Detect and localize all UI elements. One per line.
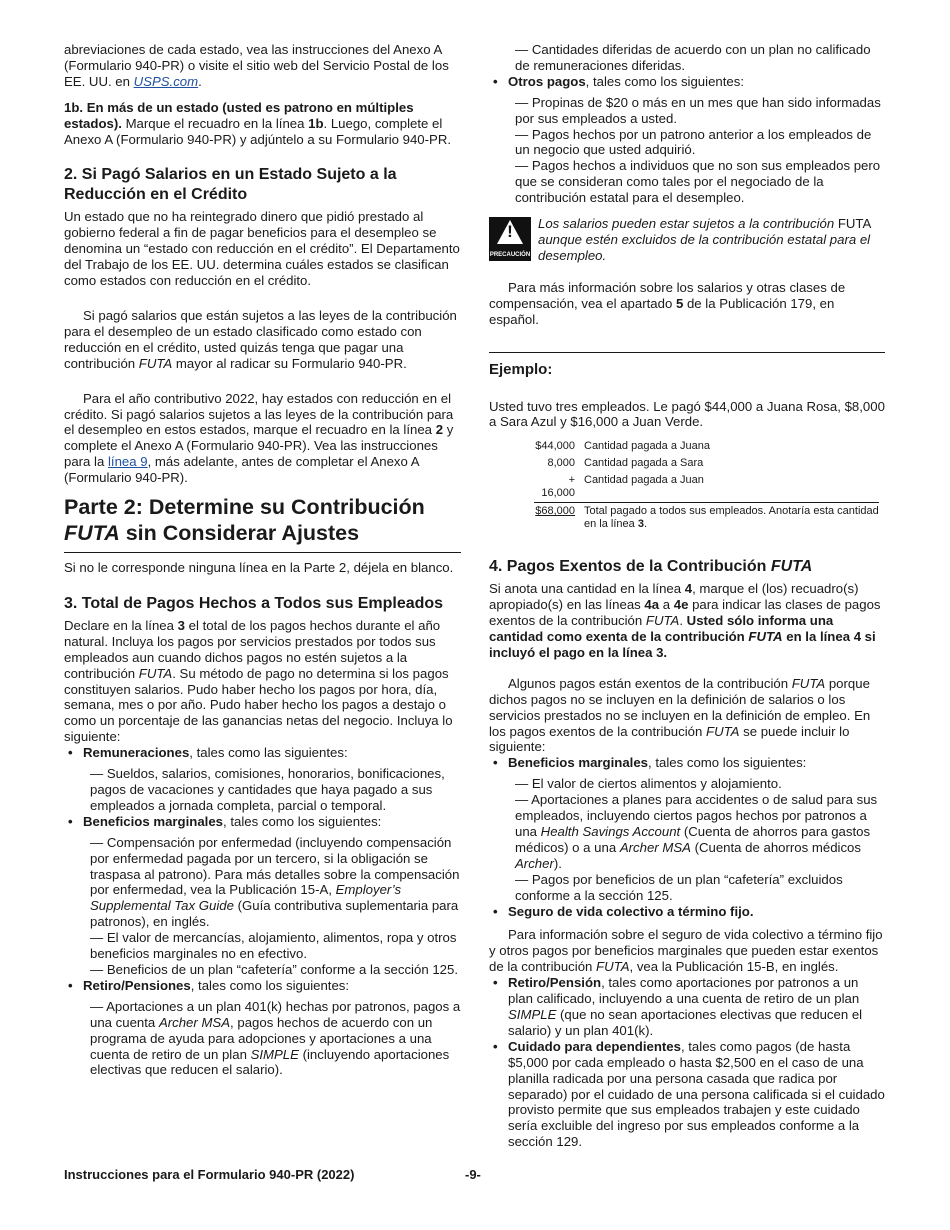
paragraph-2022-states: Para el año contributivo 2022, hay estados con reducción en el crédito. Si pagó salarios sujetos a las leyes de la contribución para el desempleo en estos estados, marque el recuadro en la línea 2 y complete el Anexo A (Formulario 940-PR). Vea las instrucciones para la línea 9, más adelante, antes de completar el Anexo A (Formulario 940-PR). — [64, 390, 454, 486]
bullet-remuneraciones: • Remuneraciones, tales como las siguientes: — [64, 745, 461, 761]
list-item: — Aportaciones a planes para accidentes o de salud para sus empleados, incluyendo ciertos pagos hechos por patronos a una Health Savings Account (Cuenta de ahorros para gastos médicos) o a una Archer MSA (Cuenta de ahorros médicos Archer). — [515, 792, 878, 871]
list-item: — Aportaciones a un plan 401(k) hechas por patronos, pagos a una cuenta Archer MSA, pagos hechos de acuerdo con un programa de ayuda para adopciones y aportaciones a una cuenta de retiro de un plan SIMPLE (incluyendo aportaciones electivas que reducen el salario). — [90, 998, 461, 1078]
example-text: Usted tuvo tres empleados. Le pagó $44,000 a Juana Rosa, $8,000 a Sara Azul y $16,000 a Juan Verde. — [489, 398, 885, 430]
heading-part-2: Parte 2: Determine su Contribución FUTA sin Considerar Ajustes — [64, 494, 461, 553]
paragraph-line3: Declare en la línea 3 el total de los pagos hechos durante el año natural. Incluya los pagos por servicios prestados por todos sus empleados aun cuando dichos pagos no estén sujetos a la contribución FUTA. Su método de pago no determina si los pagos constituyen salarios. Pudo haber hecho los pagos por hora, día, semana, mes o por año. Pudo haber hecho los pagos a destajo o como un porcentaje de las ganancias netas del negocio. Incluya lo siguiente: — [64, 617, 453, 745]
list-item: — El valor de mercancías, alojamiento, alimentos, ropa y otros beneficios marginales no en efectivo. — [90, 930, 457, 962]
paragraph-credit-reduction-def: Un estado que no ha reintegrado dinero que pidió prestado al gobierno federal a fin de pagar beneficios para el desempleo se denomina un “estado con reducción en el crédito”. El Departamento del Trabajo de los EE. UU. determina cuáles estados se clasifican como estados con reducción en el crédito. — [64, 209, 460, 289]
bullet-seguro-vida: • Seguro de vida colectivo a término fijo. — [489, 904, 885, 920]
bullet-retiro-pension: • Retiro/Pensión, tales como aportaciones por patronos a un plan calificado, incluyendo a una cuenta de retiro de un plan SIMPLE (que no sean aportaciones electivas que reducen el salario) y un plan 401(k). — [489, 975, 885, 1039]
table-row: 8,000 Cantidad pagada a Sara — [547, 457, 704, 470]
table-row-total: $68,000 Total pagado a todos sus empleados. Anotaría esta cantidad en la línea 3. — [534, 503, 879, 534]
usps-link[interactable]: USPS.com — [133, 73, 199, 89]
page-number: -9- — [465, 1167, 481, 1182]
table-row: $44,000 Cantidad pagada a Juana — [535, 440, 710, 453]
bullet-beneficios-marginales: • Beneficios marginales, tales como los siguientes: — [64, 814, 461, 830]
paragraph-state-abbrev: abreviaciones de cada estado, vea las instrucciones del Anexo A (Formulario 940-PR) o visite el sitio web del Servicio Postal de los EE. UU. en USPS.com. — [64, 42, 449, 89]
paragraph-part2-intro: Si no le corresponde ninguna línea en la Parte 2, déjela en blanco. — [64, 560, 454, 576]
heading-section-2: 2. Si Pagó Salarios en un Estado Sujeto a la Reducción en el Crédito — [64, 166, 397, 204]
footer-title: Instrucciones para el Formulario 940-PR (2022) — [64, 1167, 355, 1182]
list-item: — Compensación por enfermedad (incluyendo compensación por enfermedad pagada por un tercero, si la obligación se traspasa al patrono). Para más detalles sobre la compensación por enfermedad, vea la Publicación 15-A, Employer’s Supplemental Tax Guide (Guía contributiva suplementaria para patronos), en inglés. — [90, 834, 460, 930]
bullet-cuidado-dependientes: • Cuidado para dependientes, tales como pagos (de hasta $5,000 por cada empleado o hasta $2,500 en el caso de una planilla radicada por una persona casada que radica por separado) por el cuidado de una persona calificada si el cuidado provisto permite que sus empleados trabajen y este cuidado sería excluible del ingreso por sus empleados conforme a la sección 129. — [489, 1039, 885, 1150]
caution-note: ! PRECAUCIÓN Los salarios pueden estar sujetos a la contribución FUTA aunque estén excluidos de la contribución estatal para el desempleo. — [489, 216, 872, 263]
list-item: — Sueldos, salarios, comisiones, honorarios, bonificaciones, pagos de vacaciones y cantidades que haya pagado a sus empleados a jornada completa, parcial o temporal. — [90, 766, 445, 813]
bullet-otros-pagos: • Otros pagos, tales como los siguientes: — [489, 74, 885, 90]
bullet-retiro-pensiones: • Retiro/Pensiones, tales como los siguientes: — [64, 978, 461, 994]
paragraph-seguro-vida: Para información sobre el seguro de vida colectivo a término fijo y otros pagos por beneficios marginales que pueden estar exentos de la contribución FUTA, vea la Publicación 15-B, en inglés. — [489, 927, 883, 975]
example-title: Ejemplo: — [489, 360, 553, 378]
list-item: — Beneficios de un plan “cafetería” conforme a la sección 125. — [90, 961, 458, 977]
list-item: — Propinas de $20 o más en un mes que han sido informadas por sus empleados a usted. — [515, 94, 881, 126]
page-footer — [64, 1167, 886, 1183]
caution-icon: ! PRECAUCIÓN — [489, 217, 531, 261]
list-item: — Pagos hechos por un patrono anterior a los empleados de un negocio que usted adquirió. — [515, 126, 872, 158]
table-row: + 16,000 Cantidad pagada a Juan — [541, 474, 704, 500]
paragraph-line4: Si anota una cantidad en la línea 4, marque el (los) recuadro(s) apropiado(s) en las líneas 4a a 4e para indicar las clases de pagos exentos de la contribución FUTA. Usted sólo informa una cantidad como exenta de la contribución FUTA en la línea 4 si incluyó el pago en la línea 3. — [489, 581, 881, 660]
paragraph-exempt-payments: Algunos pagos están exentos de la contribución FUTA porque dichos pagos no se incluyen en la definición de salarios o los servicios prestados no se incluyen en la definición de empleo. En los pagos exentos de la contribución FUTA se puede incluir lo siguiente: — [489, 675, 871, 755]
list-item: — Pagos por beneficios de un plan “cafetería” excluidos conforme a la sección 125. — [515, 871, 843, 903]
list-item: — Pagos hechos a individuos que no son sus empleados pero que se consideran como tales por el negociado de la contribución estatal para el desempleo. — [515, 158, 881, 206]
paragraph-more-info: Para más información sobre los salarios y otras clases de compensación, vea el apartado 5 de la Publicación 179, en español. — [489, 279, 846, 327]
line-9-link[interactable]: línea 9 — [108, 454, 148, 470]
example-box — [489, 352, 885, 534]
left-column — [64, 42, 461, 1078]
list-item: — Cantidades diferidas de acuerdo con un plan no calificado de remuneraciones diferidas. — [515, 42, 871, 73]
paragraph-credit-reduction-futa: Si pagó salarios que están sujetos a las leyes de la contribución para el desempleo de un estado clasificado como estado con reducción en el crédito, usted quizás tenga que pagar una contribución FUTA mayor al radicar su Formulario 940-PR. — [64, 307, 457, 371]
paragraph-1b: 1b. En más de un estado (usted es patrono en múltiples estados). Marque el recuadro en la línea 1b. Luego, complete el Anexo A (Formulario 940-PR) y adjúntelo a su Formulario 940-PR. — [64, 99, 452, 147]
bullet-beneficios-marginales-exentos: • Beneficios marginales, tales como los siguientes: — [489, 755, 885, 771]
example-table — [534, 438, 879, 533]
heading-section-4: 4. Pagos Exentos de la Contribución FUTA — [489, 558, 813, 576]
heading-section-3: 3. Total de Pagos Hechos a Todos sus Empleados — [64, 594, 444, 612]
list-item: — El valor de ciertos alimentos y alojamiento. — [515, 776, 782, 792]
right-column — [489, 42, 885, 1150]
